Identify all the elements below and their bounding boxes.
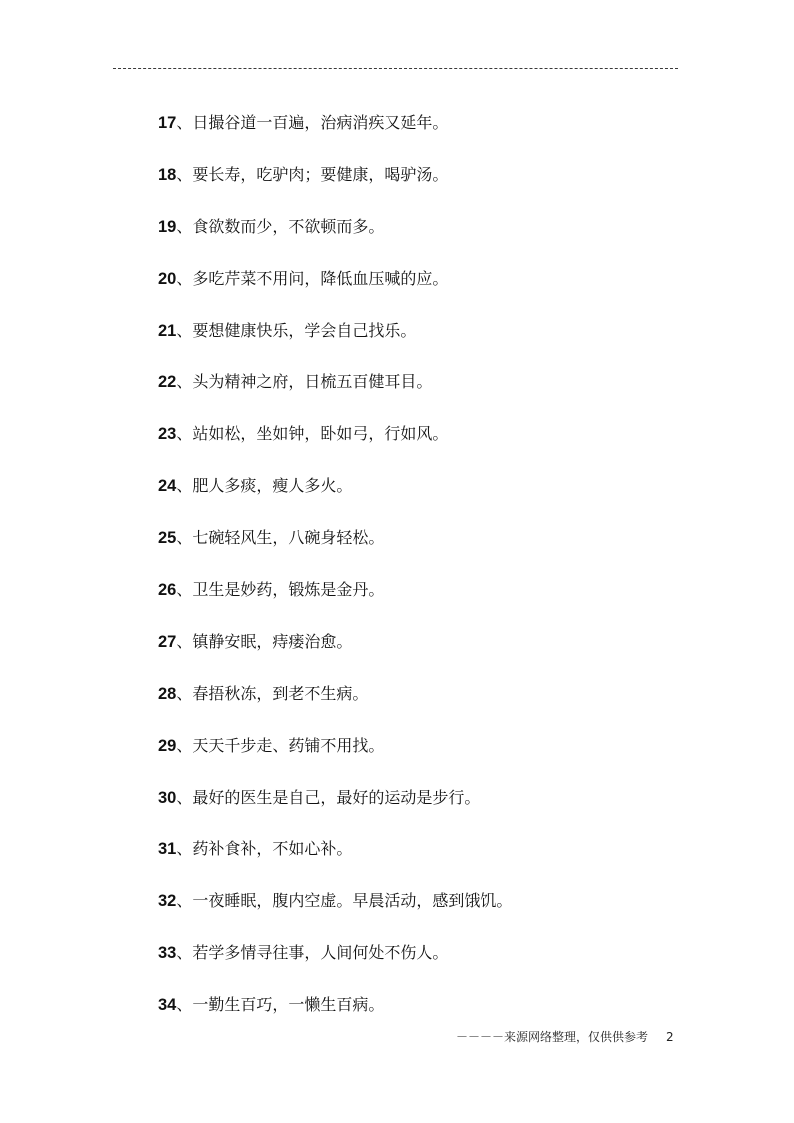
item-number: 18 <box>158 165 177 184</box>
list-item <box>158 316 718 368</box>
list-item <box>158 264 718 316</box>
item-text: 、若学多情寻往事，人间何处不伤人。 <box>176 943 449 963</box>
item-text: 、卫生是妙药，锻炼是金丹。 <box>176 580 385 600</box>
item-text: 、春捂秋冻，到老不生病。 <box>176 683 369 703</box>
item-number: 33 <box>158 944 177 963</box>
list-item <box>158 212 718 264</box>
list-item <box>158 471 718 523</box>
item-number: 27 <box>158 632 177 651</box>
item-number: 19 <box>158 217 177 236</box>
list-item <box>158 886 718 938</box>
item-text: 、最好的医生是自己，最好的运动是步行。 <box>176 787 481 807</box>
list-item <box>158 523 718 575</box>
item-number: 28 <box>158 684 177 703</box>
item-text: 、多吃芹菜不用问，降低血压喊的应。 <box>176 268 449 288</box>
item-number: 23 <box>158 425 177 444</box>
list-item <box>158 834 718 886</box>
list-item <box>158 419 718 471</box>
item-number: 34 <box>158 996 177 1015</box>
page-number: 2 <box>666 1030 674 1044</box>
header-dashed-rule <box>113 68 678 69</box>
list-item <box>158 783 718 835</box>
item-text: 、头为精神之府，日梳五百健耳目。 <box>176 372 433 392</box>
item-text: 、镇静安眠，痔瘘治愈。 <box>176 631 353 651</box>
item-number: 20 <box>158 269 177 288</box>
item-text: 、一夜睡眠，腹内空虚。早晨活动，感到饿饥。 <box>176 891 513 911</box>
list-item <box>158 108 718 160</box>
proverb-list <box>158 108 718 1042</box>
item-text: 、要长寿，吃驴肉；要健康，喝驴汤。 <box>176 164 449 184</box>
item-number: 29 <box>158 736 177 755</box>
item-number: 21 <box>158 321 177 340</box>
item-text: 、天天千步走、药铺不用找。 <box>176 735 385 755</box>
item-text: 、要想健康快乐，学会自己找乐。 <box>176 320 417 340</box>
item-number: 17 <box>158 114 177 132</box>
list-item <box>158 575 718 627</box>
item-text: 、站如松，坐如钟，卧如弓，行如风。 <box>176 424 449 444</box>
list-item <box>158 367 718 419</box>
footer-source-text: －－－－来源网络整理，仅供供参考 <box>456 1030 649 1044</box>
list-item <box>158 938 718 990</box>
item-text: 、日撮谷道一百遍，治病消疾又延年。 <box>176 113 449 132</box>
item-number: 31 <box>158 840 177 859</box>
list-item <box>158 627 718 679</box>
item-text: 、药补食补，不如心补。 <box>176 839 353 859</box>
item-number: 32 <box>158 892 177 911</box>
list-item <box>158 731 718 783</box>
page-footer <box>456 1028 674 1045</box>
list-item <box>158 160 718 212</box>
item-number: 25 <box>158 529 177 548</box>
item-text: 、食欲数而少，不欲顿而多。 <box>176 216 385 236</box>
item-text: 、一勤生百巧，一懒生百病。 <box>176 995 385 1015</box>
item-number: 22 <box>158 373 177 392</box>
item-number: 24 <box>158 477 177 496</box>
item-number: 30 <box>158 788 177 807</box>
list-item <box>158 679 718 731</box>
item-number: 26 <box>158 581 177 600</box>
item-text: 、七碗轻风生，八碗身轻松。 <box>176 528 385 548</box>
item-text: 、肥人多痰，瘦人多火。 <box>176 476 353 496</box>
